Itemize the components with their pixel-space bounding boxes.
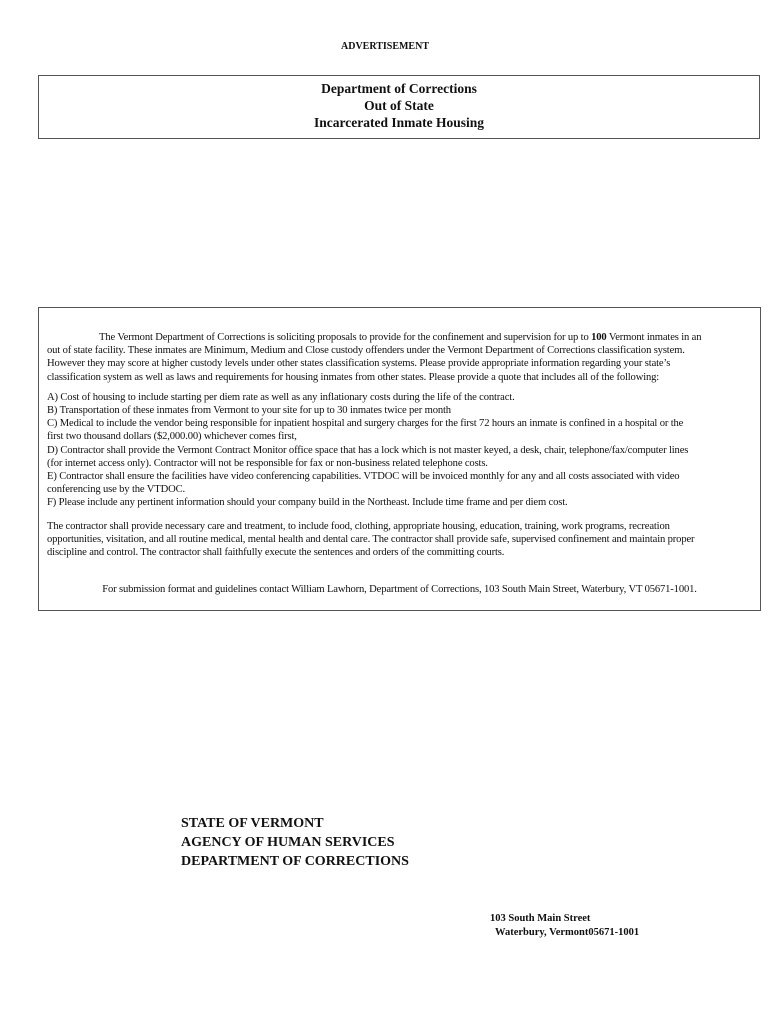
- intro-line: However they may score at higher custody levels under other states classification systems. Please provide appropriate information regarding your state’s: [47, 358, 671, 370]
- solicitation-box: [38, 307, 761, 611]
- intro-text: Vermont inmates in an: [606, 332, 702, 343]
- requirement-line: first two thousand dollars ($2,000.00) whichever comes first,: [47, 431, 297, 443]
- intro-line: out of state facility. These inmates are Minimum, Medium and Close custody offenders under the Vermont Department of Corrections classification system.: [47, 345, 685, 357]
- requirement-line: D) Contractor shall provide the Vermont Contract Monitor office space that has a lock which is not master keyed, a desk, chair, telephone/fax/computer lines: [47, 444, 689, 456]
- agency-block: [181, 814, 409, 871]
- care-line: The contractor shall provide necessary care and treatment, to include food, clothing, appropriate housing, education, training, work programs, recreation: [47, 520, 670, 532]
- title-line: Department of Corrections: [321, 81, 477, 96]
- advertisement-label: ADVERTISEMENT: [341, 41, 429, 52]
- address-line: 103 South Main Street: [490, 913, 591, 924]
- intro-first-line: [47, 331, 760, 344]
- intro-text: The Vermont Department of Corrections is soliciting proposals to provide for the confinement and supervision for up to: [99, 332, 592, 343]
- agency-line: DEPARTMENT OF CORRECTIONS: [181, 854, 409, 869]
- title-box: [38, 75, 760, 139]
- title-line: Out of State: [364, 98, 434, 113]
- requirement-line: F) Please include any pertinent information should your company build in the Northeast. Include time frame and per diem cost.: [47, 497, 568, 509]
- requirement-line: (for internet access only). Contractor will not be responsible for fax or non-business related telephone costs.: [47, 457, 488, 469]
- requirement-line: E) Contractor shall ensure the facilities have video conferencing capabilities. VTDOC will be invoiced monthly for any and all costs associated with video: [47, 471, 680, 483]
- address-line: Waterbury, Vermont05671-1001: [490, 927, 640, 938]
- title-line: Incarcerated Inmate Housing: [314, 115, 484, 130]
- care-line: opportunities, visitation, and all routine medical, mental health and dental care. The contractor shall provide safe, supervised confinement and maintain proper: [47, 533, 695, 545]
- address-block: [490, 912, 639, 940]
- requirement-line: A) Cost of housing to include starting per diem rate as well as any inflationary costs during the life of the contract.: [47, 391, 515, 403]
- requirement-line: C) Medical to include the vendor being responsible for inpatient hospital and surgery charges for the first 72 hours an inmate is confined in a hospital or the: [47, 418, 684, 430]
- agency-line: AGENCY OF HUMAN SERVICES: [181, 835, 395, 850]
- agency-line: STATE OF VERMONT: [181, 816, 324, 831]
- intro-line: classification system as well as laws and requirements for housing inmates from other states. Please provide a quote that includes all of the following:: [47, 371, 660, 383]
- requirement-line: conferencing use by the VTDOC.: [47, 484, 185, 496]
- care-line: discipline and control. The contractor shall faithfully execute the sentences and orders of the committing courts.: [47, 547, 505, 559]
- inmate-count: 100: [591, 332, 607, 343]
- requirement-line: B) Transportation of these inmates from Vermont to your site for up to 30 inmates twice per month: [47, 405, 451, 417]
- submission-contact: For submission format and guidelines contact William Lawhorn, Department of Corrections, 103 South Main Street, Waterbury, VT 05671-1001.: [102, 584, 697, 596]
